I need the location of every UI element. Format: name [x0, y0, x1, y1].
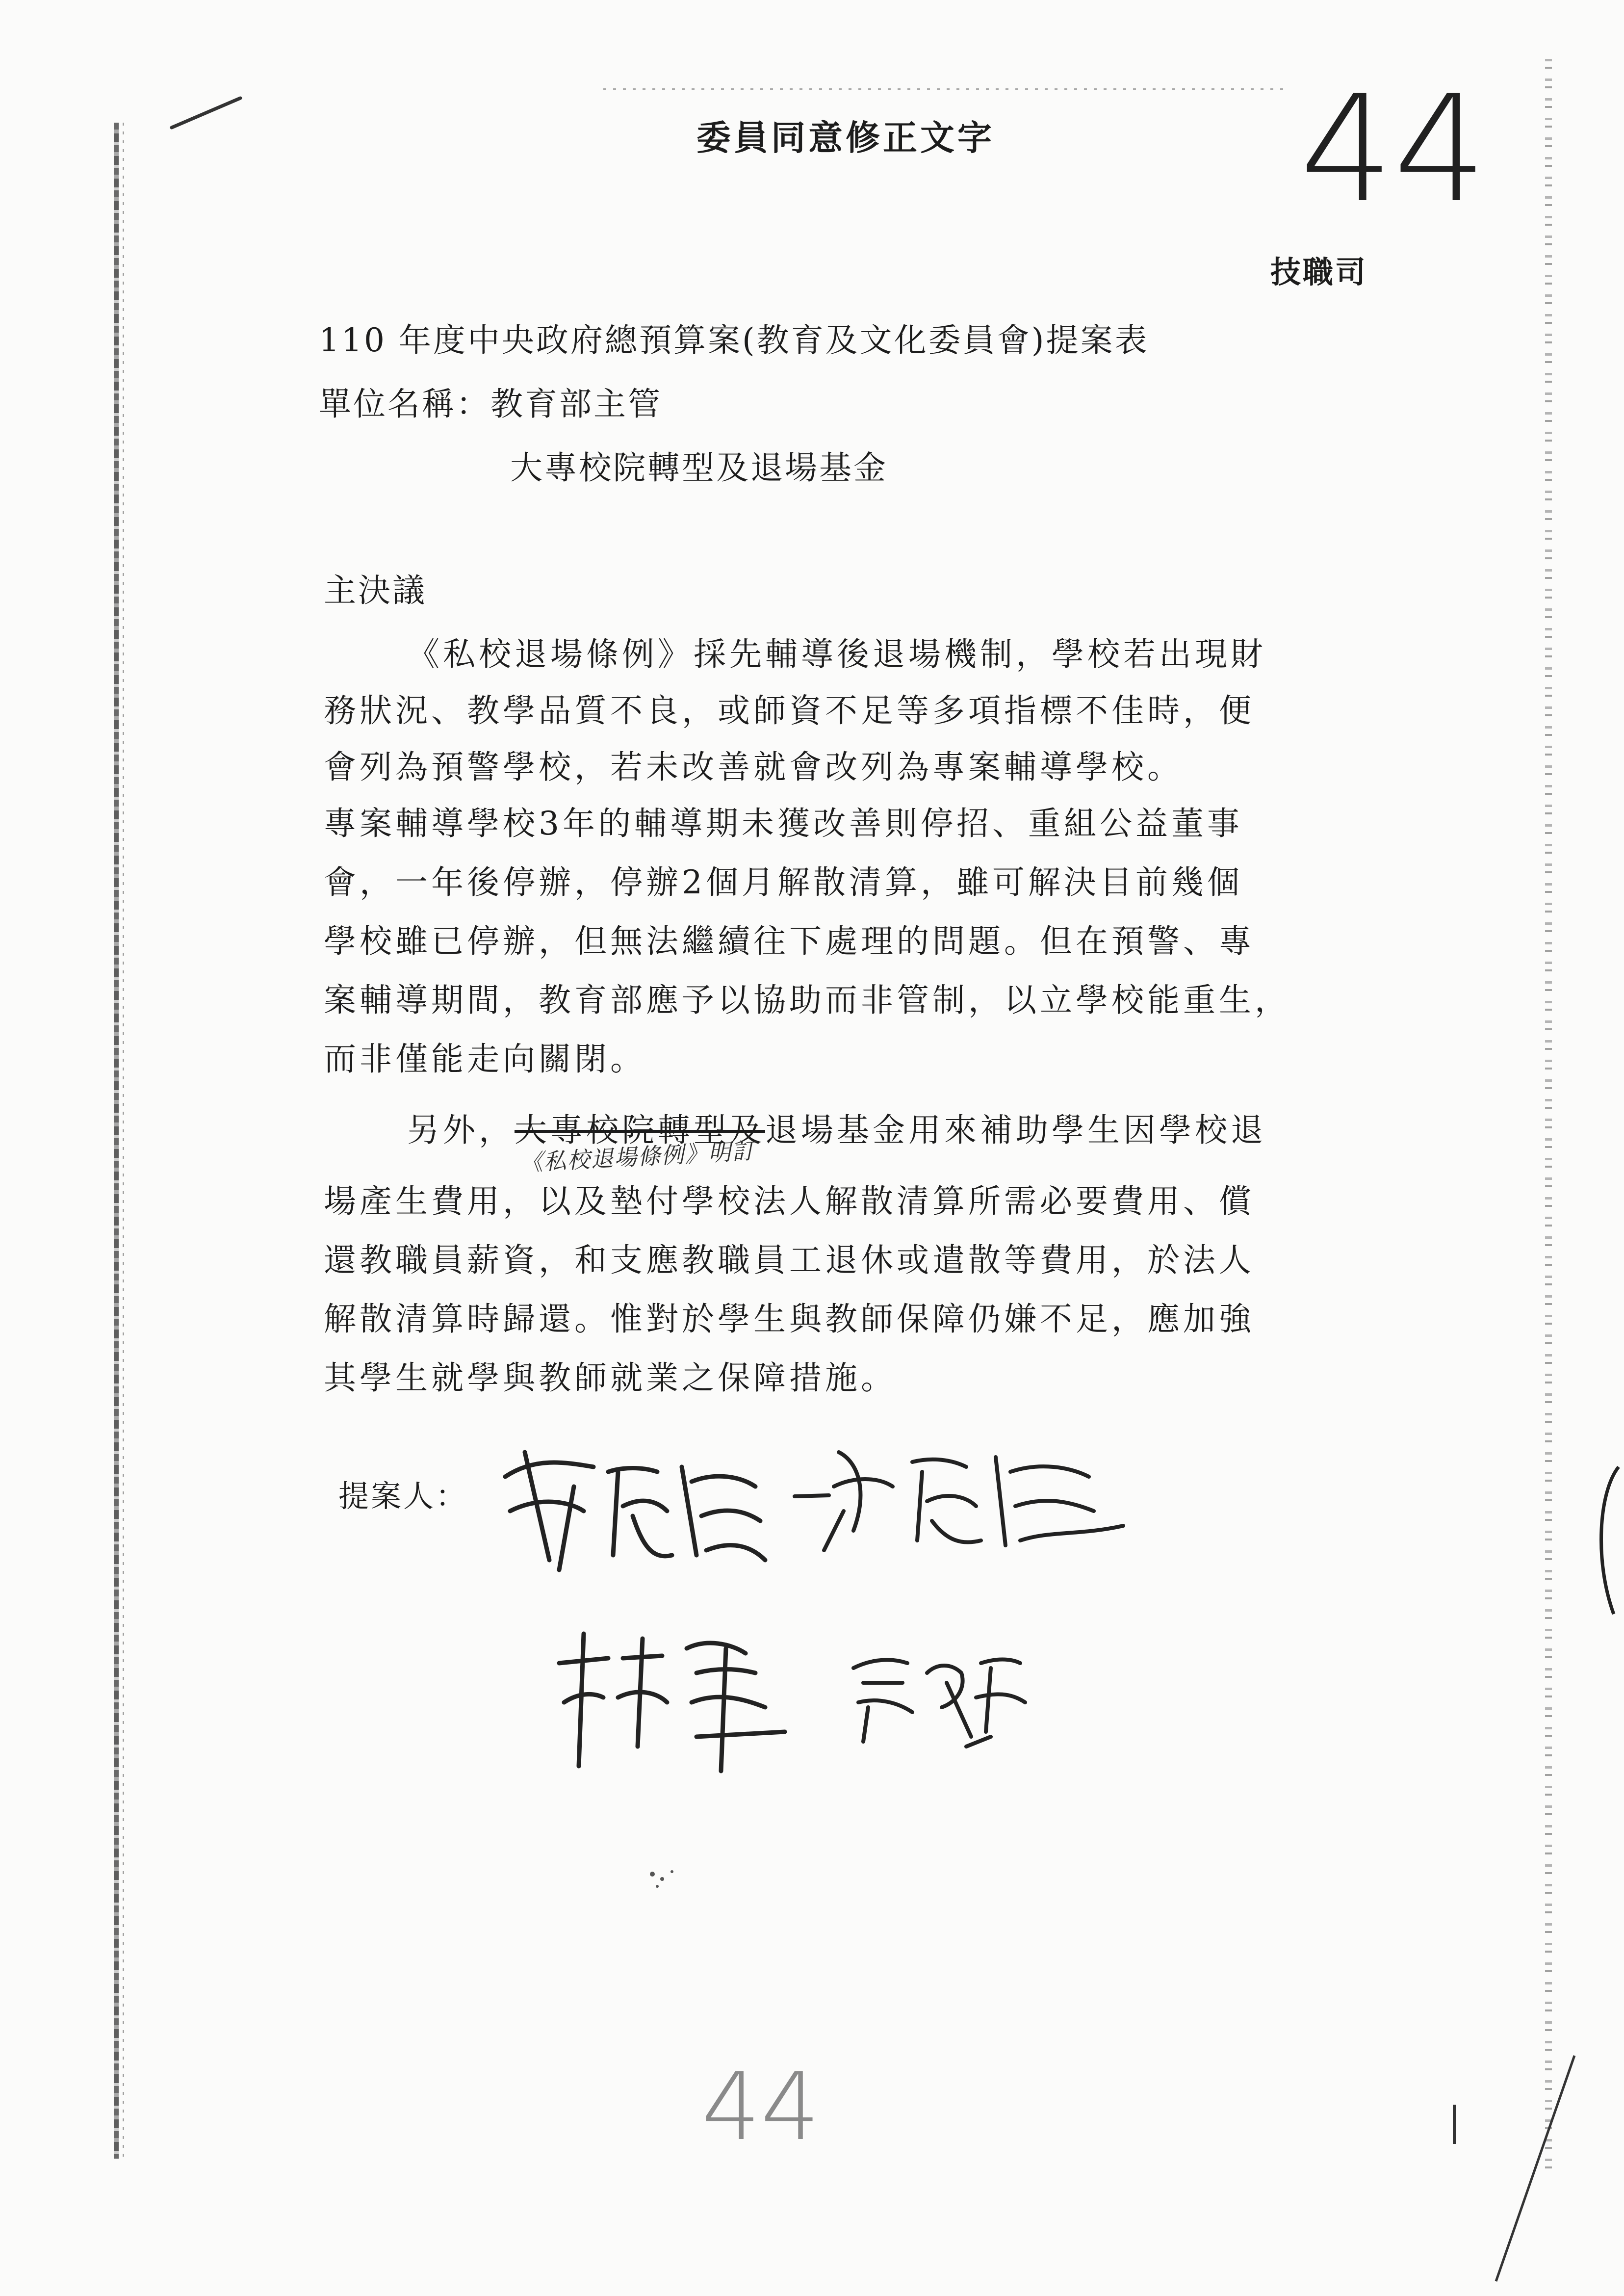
unit-sub: 大專校院轉型及退場基金: [510, 449, 888, 487]
paragraph2-line: 其學生就學與教師就業之保障措施。: [324, 1359, 897, 1397]
signature-3-icon: [549, 1619, 804, 1781]
page-number-handwritten: 44: [1300, 64, 1487, 235]
paragraph2-line: 還教職員薪資，和支應教職員工退休或遣散等費用，於法人: [324, 1241, 1255, 1279]
section-heading: 主決議: [324, 572, 427, 609]
paragraph1-line: 學校雖已停辦，但無法繼續往下處理的問題。但在預警、專: [324, 922, 1255, 960]
scan-edge-right: [1545, 59, 1552, 2168]
paragraph2-prefix: 另外，: [407, 1111, 515, 1149]
paragraph1-line: 會，一年後停辦，停辦2個月解散清算，雖可解決目前幾個: [324, 863, 1243, 901]
struck-text: 大專校院轉型及: [515, 1111, 765, 1149]
scan-edge-left-inner: [123, 123, 124, 2159]
paragraph1-line: 案輔導期間，教育部應予以協助而非管制，以立學校能重生，: [324, 981, 1290, 1019]
signature-2-icon: [785, 1433, 1138, 1560]
bottom-handwritten-number: 44: [701, 2053, 820, 2161]
proposer-label: 提案人：: [338, 1478, 468, 1514]
pen-mark-icon: [167, 91, 245, 135]
department-label: 技職司: [1270, 254, 1368, 290]
scan-dots-top: [603, 88, 1290, 90]
paragraph2-line: 解散清算時歸還。惟對於學生與教師保障仍嫌不足，應加強: [324, 1300, 1255, 1338]
header-title: 委員同意修正文字: [696, 117, 995, 158]
edge-stroke-icon: [1486, 2051, 1584, 2286]
signature-4-icon: [844, 1634, 1030, 1751]
paragraph2-rest: 退場基金用來補助學生因學校退: [765, 1111, 1266, 1149]
edge-bracket-icon: [1589, 1462, 1624, 1619]
paragraph2-line: 場產生費用，以及墊付學校法人解散清算所需必要費用、償: [324, 1182, 1255, 1220]
stray-dots-icon: [643, 1864, 682, 1894]
paragraph1-line: 而非僅能走向關閉。: [324, 1040, 646, 1078]
form-title: 110 年度中央政府總預算案(教育及文化委員會)提案表: [319, 321, 1149, 359]
paragraph1-line: 會列為預警學校，若未改善就會改列為專案輔導學校。: [324, 748, 1183, 786]
paragraph2-line1: [407, 1104, 1266, 1150]
paragraph1-line: 務狀況、教學品質不良，或師資不足等多項指標不佳時，便: [324, 692, 1255, 730]
signature-1-icon: [495, 1437, 770, 1585]
edge-tick: [1453, 2105, 1456, 2144]
unit-name: 單位名稱：教育部主管: [319, 385, 662, 423]
handwritten-insertion: 《私校退場條例》明訂: [519, 1137, 756, 1176]
paragraph1-line: 《私校退場條例》採先輔導後退場機制，學校若出現財: [407, 635, 1266, 673]
scan-edge-left: [114, 123, 119, 2159]
paragraph1-line: 專案輔導學校3年的輔導期未獲改善則停招、重組公益董事: [324, 805, 1243, 842]
